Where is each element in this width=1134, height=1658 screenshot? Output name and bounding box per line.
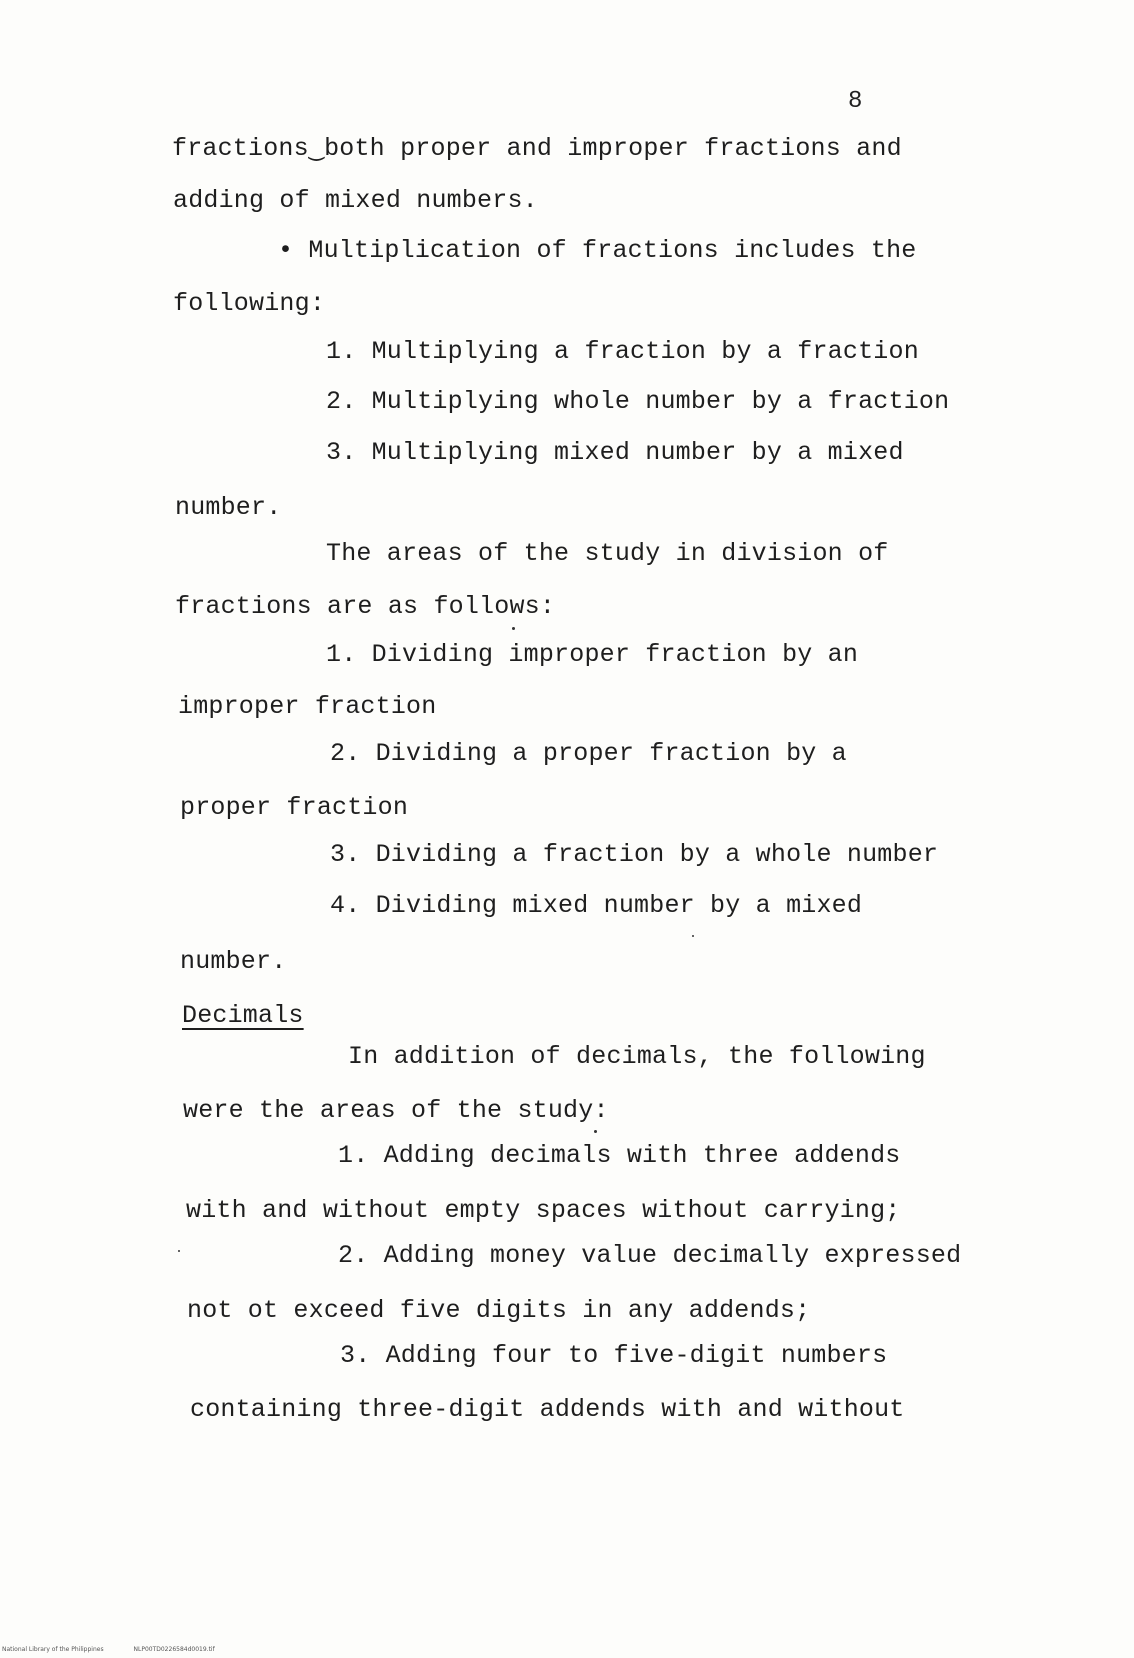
list-item: 1. Multiplying a fraction by a fraction	[326, 337, 919, 366]
text-line: containing three-digit addends with and without	[190, 1395, 905, 1424]
text-line: The areas of the study in division of	[326, 539, 889, 568]
list-item: 4. Dividing mixed number by a mixed	[330, 891, 863, 920]
list-item: 2. Dividing a proper fraction by a	[330, 739, 847, 768]
list-item: 2. Adding money value decimally expressed	[338, 1241, 962, 1270]
list-item: 2. Multiplying whole number by a fraction	[326, 387, 950, 416]
text-line: proper fraction	[180, 793, 409, 822]
list-item: 3. Adding four to five-digit numbers	[340, 1341, 888, 1370]
list-item: 3. Dividing a fraction by a whole number	[330, 840, 939, 869]
text-line: improper fraction	[178, 692, 437, 721]
section-heading: Decimals	[182, 1001, 304, 1030]
page-number: 8	[848, 88, 863, 115]
list-item: 1. Adding decimals with three addends	[338, 1141, 901, 1170]
text-line: were the areas of the study:	[183, 1096, 609, 1125]
text-line: number.	[175, 493, 282, 522]
text-line: fractions are as follows:	[175, 592, 556, 621]
list-item: 3. Multiplying mixed number by a mixed	[326, 438, 904, 467]
footer-file-id: NLP00TD0226584d0019.tif	[133, 1646, 215, 1653]
scan-speck	[178, 1250, 180, 1252]
text-line: fractions‿both proper and improper fractions and	[172, 134, 902, 163]
text-line: adding of mixed numbers.	[173, 186, 538, 215]
text-line: not ot exceed five digits in any addends;	[187, 1296, 811, 1325]
page-footer	[2, 1646, 243, 1653]
text-line: number.	[180, 947, 287, 976]
scan-speck	[692, 935, 694, 937]
text-line: following:	[173, 289, 326, 318]
scan-speck	[512, 627, 515, 630]
text-line: with and without empty spaces without carrying;	[186, 1196, 901, 1225]
scan-speck	[594, 1130, 597, 1133]
list-item: 1. Dividing improper fraction by an	[326, 640, 859, 669]
footer-library: National Library of the Philippines	[2, 1646, 104, 1653]
text-line: • Multiplication of fractions includes the	[278, 236, 917, 265]
text-line: In addition of decimals, the following	[348, 1042, 926, 1071]
